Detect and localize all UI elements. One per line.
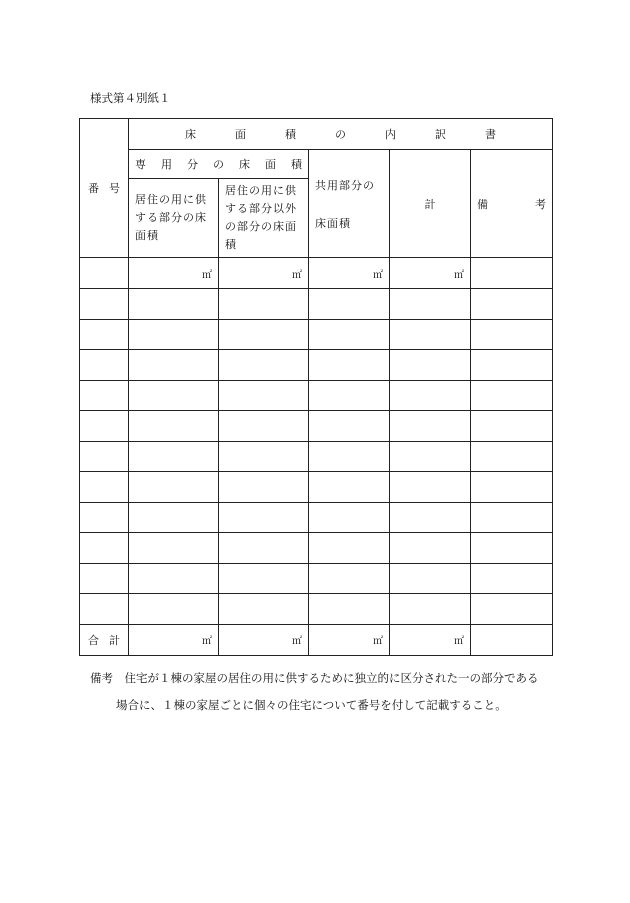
total-label-cell (80, 624, 129, 655)
col-shared-header (309, 150, 390, 258)
table-cell (309, 319, 390, 350)
table-cell (129, 594, 219, 625)
table-cell (471, 380, 553, 411)
table-cell (80, 380, 129, 411)
table-cell (129, 319, 219, 350)
table-cell (471, 472, 553, 503)
table-cell (80, 289, 129, 320)
table-cell (471, 350, 553, 381)
unit-row (80, 258, 553, 289)
form-title: 様式第４別紙１ (90, 91, 171, 105)
table-cell (219, 380, 309, 411)
table-cell (129, 380, 219, 411)
blank-rows (80, 289, 553, 625)
col-total-label: 計 (424, 197, 436, 211)
col-total-header (390, 150, 471, 258)
header-exclusive (129, 150, 309, 179)
col-remarks-label: 備考 (477, 197, 546, 211)
table-cell (471, 441, 553, 472)
unit-cell: ㎡ (129, 258, 219, 289)
unit-cell: ㎡ (219, 624, 309, 655)
col-other-label: 居住の用に供する部分以外の部分の床面積 (225, 184, 297, 251)
table-row (80, 594, 553, 625)
table-cell (309, 594, 390, 625)
unit-cell: ㎡ (129, 624, 219, 655)
table-cell (80, 319, 129, 350)
table-cell (129, 411, 219, 442)
header-exclusive-label: 専用分の床面積 (135, 158, 302, 171)
table-cell (471, 411, 553, 442)
table-row (80, 533, 553, 564)
unit-cell: ㎡ (309, 624, 390, 655)
table-cell (219, 533, 309, 564)
table-cell (471, 563, 553, 594)
table-cell (471, 533, 553, 564)
table-cell (390, 594, 471, 625)
table-cell (390, 350, 471, 381)
table-cell (129, 533, 219, 564)
table-cell (80, 258, 129, 289)
table-cell (309, 441, 390, 472)
table-cell (219, 411, 309, 442)
table-row (80, 411, 553, 442)
table-cell (309, 380, 390, 411)
unit-cell: ㎡ (390, 258, 471, 289)
table-cell (309, 472, 390, 503)
table-cell (390, 441, 471, 472)
unit-cell: ㎡ (390, 624, 471, 655)
col-number-label: 番号 (88, 182, 120, 195)
col-other-header (219, 179, 309, 258)
col-number-header (80, 119, 129, 258)
col-remarks-header (471, 150, 553, 258)
header-top-label: 床面積の内訳書 (185, 128, 496, 141)
table-cell (129, 502, 219, 533)
table-cell (309, 563, 390, 594)
table-row (80, 380, 553, 411)
table-cell (80, 502, 129, 533)
table-cell (80, 472, 129, 503)
table-cell (80, 411, 129, 442)
table-cell (471, 594, 553, 625)
col-shared-label-top: 共用部分の (315, 178, 375, 192)
table-cell (309, 502, 390, 533)
table-row (80, 319, 553, 350)
table-cell (80, 594, 129, 625)
table-cell (80, 533, 129, 564)
table-cell (471, 289, 553, 320)
table-cell (219, 472, 309, 503)
total-row (80, 624, 553, 655)
floor-area-table (79, 118, 553, 656)
table-row (80, 502, 553, 533)
table-cell (129, 289, 219, 320)
table-cell (219, 502, 309, 533)
table-cell (219, 289, 309, 320)
table-cell (309, 411, 390, 442)
table-cell (471, 258, 553, 289)
remarks-note (90, 665, 560, 719)
table-cell (80, 563, 129, 594)
table-cell (309, 533, 390, 564)
table-cell (390, 411, 471, 442)
table-cell (80, 441, 129, 472)
col-residential-header (129, 179, 219, 258)
table-cell (129, 350, 219, 381)
table-cell (390, 502, 471, 533)
table-cell (471, 319, 553, 350)
note-line-1: 備考 住宅が１棟の家屋の居住の用に供するために独立的に区分された一の部分である (90, 671, 539, 685)
table-cell (309, 289, 390, 320)
table-row (80, 472, 553, 503)
table-cell (471, 624, 553, 655)
total-label: 合計 (88, 633, 120, 647)
table-cell (129, 563, 219, 594)
table-cell (80, 350, 129, 381)
table-cell (219, 594, 309, 625)
unit-cell: ㎡ (309, 258, 390, 289)
table-cell (390, 563, 471, 594)
table-row (80, 289, 553, 320)
header-top (129, 119, 553, 150)
table-cell (219, 441, 309, 472)
table-cell (129, 472, 219, 503)
table-cell (390, 472, 471, 503)
table-cell (129, 441, 219, 472)
table-cell (390, 289, 471, 320)
col-shared-label-bottom: 床面積 (315, 216, 351, 230)
table-cell (471, 502, 553, 533)
table-row (80, 441, 553, 472)
table-cell (390, 380, 471, 411)
table-cell (390, 319, 471, 350)
col-residential-label: 居住の用に供する部分の床面積 (135, 193, 207, 242)
unit-cell: ㎡ (219, 258, 309, 289)
note-line-2: 場合に、１棟の家屋ごとに個々の住宅について番号を付して記載すること。 (116, 698, 507, 712)
table-cell (219, 563, 309, 594)
table-cell (219, 350, 309, 381)
table-cell (219, 319, 309, 350)
table-row (80, 563, 553, 594)
table-cell (390, 533, 471, 564)
table-cell (309, 350, 390, 381)
table-row (80, 350, 553, 381)
